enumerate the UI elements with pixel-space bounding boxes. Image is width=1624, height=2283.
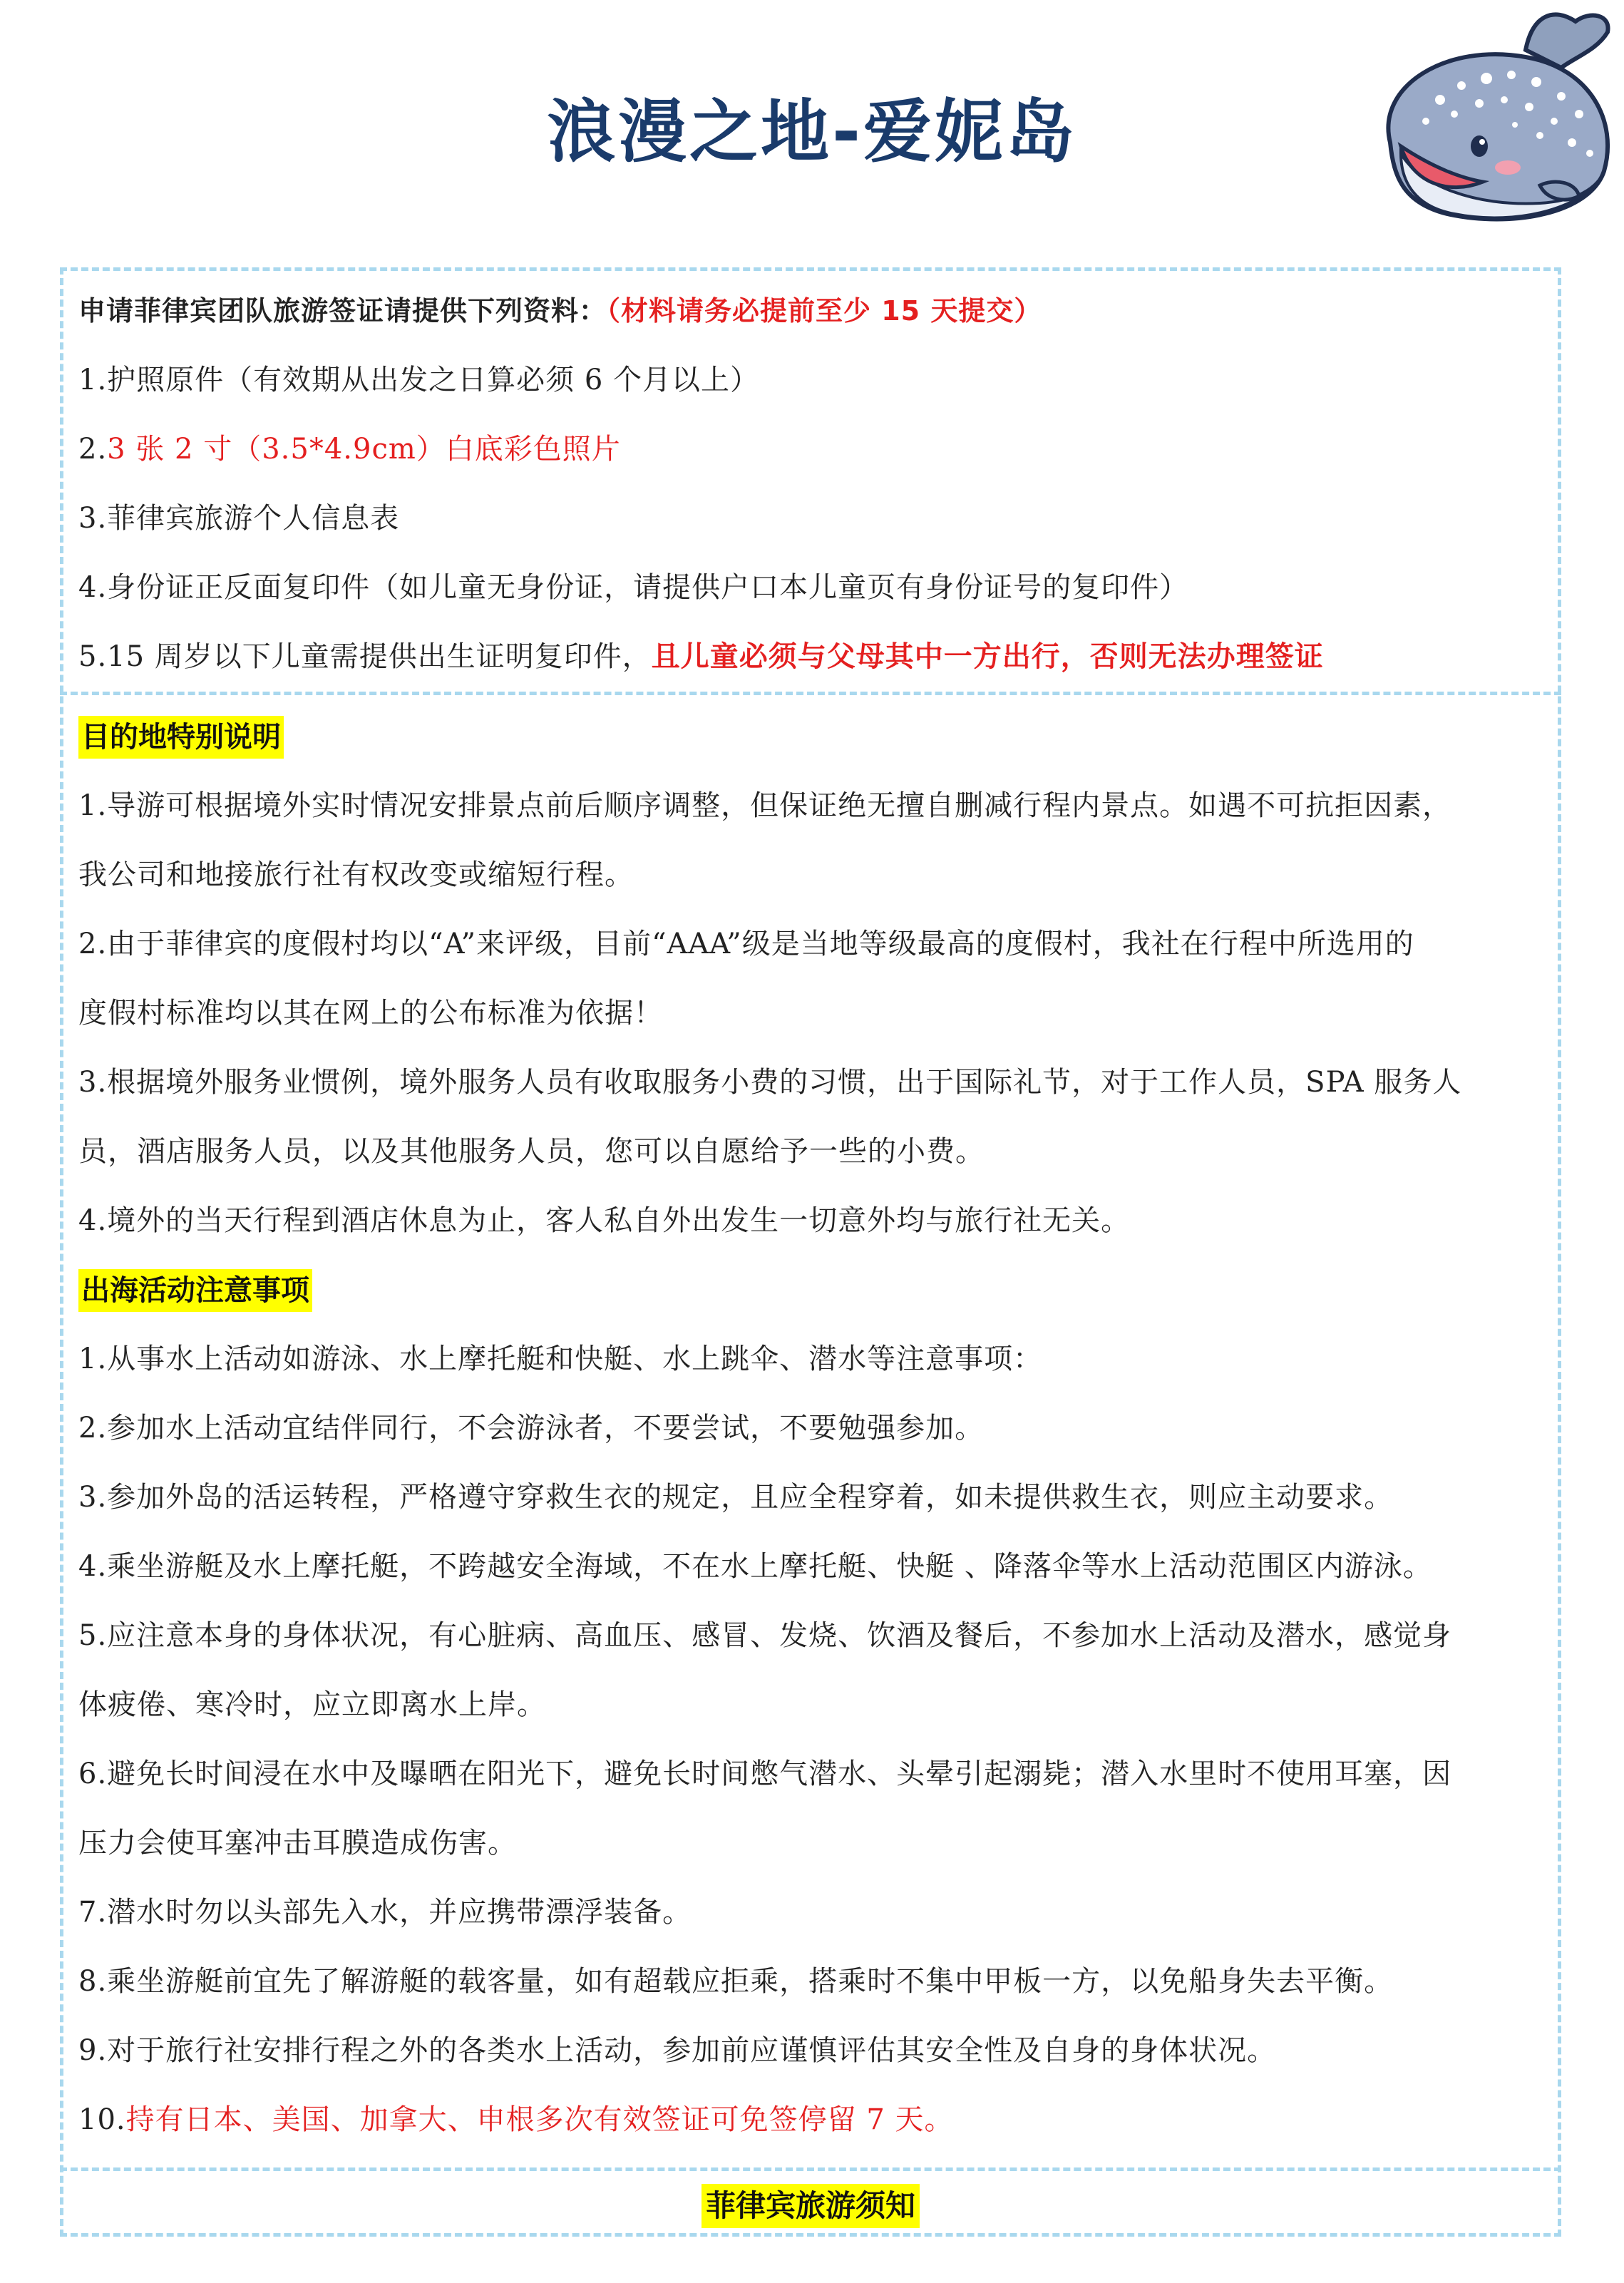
sea-line: 8.乘坐游艇前宜先了解游艇的载客量，如有超载应拒乘，搭乘时不集中甲板一方，以免船身失去平衡。: [78, 1965, 1394, 1998]
sea-line: 1.从事水上活动如游泳、水上摩托艇和快艇、水上跳伞、潜水等注意事项：: [78, 1343, 1043, 1375]
sea-last-number: 10.: [78, 2103, 126, 2136]
visa-item-number: 1.: [78, 364, 108, 396]
destination-line: 2.由于菲律宾的度假村均以“A”来评级，目前“AAA”级是当地等级最高的度假村，我社在行程中所选用的: [78, 928, 1414, 960]
visa-item-1: [78, 346, 1543, 415]
visa-item-number: 3.: [78, 502, 108, 535]
sea-activities-heading: 出海活动注意事项: [78, 1269, 312, 1312]
visa-item-text: 身份证正反面复印件（如儿童无身份证，请提供户口本儿童页有身份证号的复印件）: [107, 571, 1189, 604]
sea-line: 2.参加水上活动宜结伴同行，不会游泳者，不要尝试，不要勉强参加。: [78, 1412, 985, 1445]
visa-item-number: 4.: [78, 571, 108, 604]
sea-line: 体疲倦、寒冷时，应立即离水上岸。: [78, 1688, 546, 1721]
page-title: 浪漫之地-爱妮岛: [547, 92, 1077, 172]
visa-item-text: 菲律宾旅游个人信息表: [107, 502, 400, 535]
destination-line: 度假村标准均以其在网上的公布标准为依据！: [78, 997, 663, 1030]
visa-item-3: [78, 484, 1543, 553]
destination-line: 1.导游可根据境外实时情况安排景点前后顺序调整，但保证绝无擅自删减行程内景点。如遇不可抗拒因素，: [78, 789, 1452, 822]
visa-item-number: 5.: [78, 640, 108, 673]
visa-intro-note: （材料请务必提前至少 15 天提交）: [607, 295, 1042, 327]
visa-item-5: [78, 622, 1543, 692]
visa-intro-text: 申请菲律宾团队旅游签证请提供下列资料：: [78, 295, 607, 327]
destination-line: 3.根据境外服务业惯例，境外服务人员有收取服务小费的习惯，出于国际礼节，对于工作人员，SPA 服务人: [78, 1066, 1462, 1099]
notes-section: [60, 692, 1561, 2155]
whale-mascot-icon: [1362, 0, 1618, 235]
sea-line: 9.对于旅行社安排行程之外的各类水上活动，参加前应谨慎评估其安全性及自身的身体状况。: [78, 2034, 1277, 2067]
sea-line: 7.潜水时勿以头部先入水，并应携带漂浮装备。: [78, 1896, 692, 1929]
visa-intro: [78, 277, 1543, 346]
footer-heading: 菲律宾旅游须知: [701, 2184, 920, 2228]
destination-line: 员，酒店服务人员，以及其他服务人员，您可以自愿给予一些的小费。: [78, 1135, 985, 1168]
visa-requirements-section: [60, 277, 1561, 692]
destination-line: 我公司和地接旅行社有权改变或缩短行程。: [78, 858, 634, 891]
visa-item-number: 2.: [78, 433, 108, 466]
visa-item-text: 3 张 2 寸（3.5*4.9cm）白底彩色照片: [107, 433, 621, 466]
visa-item-emphasis: 且儿童必须与父母其中一方出行，否则无法办理签证: [651, 640, 1324, 673]
sea-line-last: [78, 2086, 1543, 2155]
sea-line: 6.避免长时间浸在水中及曝晒在阳光下，避免长时间憋气潜水、头晕引起溺毙；潜入水里时不使用耳塞，因: [78, 1758, 1452, 1790]
footer-section: [60, 2167, 1561, 2237]
visa-item-2: [78, 415, 1543, 484]
destination-line: 4.境外的当天行程到酒店休息为止，客人私自外出发生一切意外均与旅行社无关。: [78, 1204, 1131, 1237]
sea-line: 4.乘坐游艇及水上摩托艇，不跨越安全海域，不在水上摩托艇、快艇 、降落伞等水上活动范围区内游泳。: [78, 1550, 1432, 1583]
visa-item-text: 15 周岁以下儿童需提供出生证明复印件，: [107, 640, 652, 673]
sea-line: 5.应注意本身的身体状况，有心脏病、高血压、感冒、发烧、饮酒及餐后，不参加水上活动及潜水，感觉身: [78, 1619, 1452, 1652]
destination-heading: 目的地特别说明: [78, 716, 284, 759]
sea-last-text: 持有日本、美国、加拿大、申根多次有效签证可免签停留 7 天。: [125, 2103, 954, 2136]
visa-item-4: [78, 553, 1543, 622]
visa-item-text: 护照原件（有效期从出发之日算必须 6 个月以上）: [107, 364, 760, 396]
sea-line: 压力会使耳塞冲击耳膜造成伤害。: [78, 1827, 517, 1859]
sea-line: 3.参加外岛的活运转程，严格遵守穿救生衣的规定，且应全程穿着，如未提供救生衣，则应主动要求。: [78, 1481, 1394, 1514]
